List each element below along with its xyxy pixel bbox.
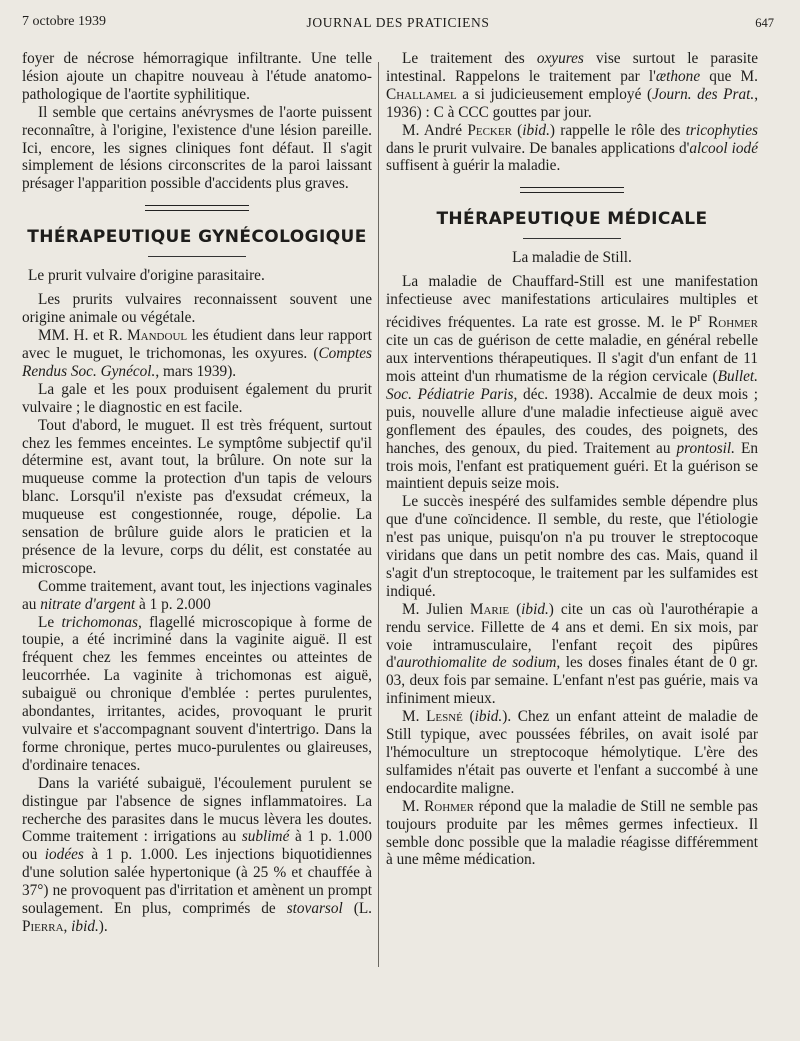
citation: Bullet. Soc. Pédiatrie Paris,	[386, 367, 758, 403]
author-name: Marie	[469, 600, 510, 618]
rule-divider	[523, 238, 621, 239]
paragraph: Tout d'abord, le muguet. Il est très fréquent, surtout chez les femmes enceintes. Le symptôme subjectif qu'il détermine est, avant tout, la brûlure. On note sur la muqueuse comme la protection d'un tapis de velours blanc. Lorsqu'il n'existe pas d'exsudat crémeux, la muqueuse est congestionnée, rouge, dépolie. La sensation de brûlure guide alors le praticien et la présence de la levure, corps du délit, est constatée au microscope.	[22, 416, 372, 577]
author-name: Pecker	[467, 121, 512, 139]
column-divider	[378, 62, 379, 967]
author-name: Pierra	[22, 917, 64, 935]
paragraph: M. Rohmer répond que la maladie de Still ne semble pas toujours produite par les mêmes germes infectieux. Il semble donc possible que la maladie réagisse différemment à une même médication.	[386, 797, 758, 869]
author-name: Rohmer	[424, 797, 475, 815]
paragraph: La gale et les poux produisent également du prurit vulvaire ; le diagnostic en est facile.	[22, 380, 372, 416]
paragraph: Il semble que certains anévrysmes de l'aorte puissent reconnaître, à l'origine, l'existence d'une lésion pareille. Ici, encore, les signes cliniques font défaut. Il s'agit simplement de lésions circonscrites de la paroi laissant présager l'apparition possible d'accidents plus graves.	[22, 103, 372, 193]
author-name: Rohmer	[708, 314, 758, 332]
page-header	[22, 10, 774, 32]
double-rule-divider	[520, 187, 624, 193]
issue-date: 7 octobre 1939	[22, 14, 106, 29]
paragraph: Dans la variété subaiguë, l'écoulement purulent se distingue par l'absence de signes inflammatoires. La recherche des parasites dans le mucus lèvera les doutes. Comme traitement : irrigations au sublimé à 1 p. 1.000 ou iodées à 1 p. 1.000. Les injections biquotidiennes d'une solution salée hypertonique (à 25 % et chauffée à 37°) ne provoquent pas d'irritation et amènent un prompt soulagement. En plus, comprimés de stovarsol (L. Pierra, ibid.).	[22, 774, 373, 935]
paragraph: M. Julien Marie (ibid.) cite un cas où l'aurothérapie a rendu service. Fillette de 4 ans et demi. En six mois, par voie intramusculaire, l'enfant reçoit des pipûres d'aurothiomalite de sodium, les doses finales étant de 0 gr. 03, deux fois par semaine. L'enfant n'est pas guérie, mais va infiniment mieux.	[386, 600, 758, 708]
section-title-medicale: THÉRAPEUTIQUE MÉDICALE	[436, 209, 708, 230]
paragraph: foyer de nécrose hémorragique infiltrante. Une telle lésion ajoute un chapitre nouveau à l'étude anatomo-pathologique de l'aortite syphilitique.	[22, 50, 372, 103]
journal-title: JOURNAL DES PRATICIENS	[306, 15, 490, 30]
author-name: Challamel	[386, 85, 457, 103]
paragraph: M. Lesné (ibid.). Chez un enfant atteint de maladie de Still typique, avec poussées fébriles, on avait isolé par l'hémoculture un streptocoque hémolytique. L'ère des sulfamides n'était pas ouverte et l'enfant a succombé à une endocardite maligne.	[386, 708, 759, 797]
left-column	[22, 50, 372, 936]
citation: Journ. des Prat.	[652, 85, 755, 103]
paragraph: MM. H. et R. Mandoul les étudient dans leur rapport avec le muguet, le trichomonas, les oxyures. (Comptes Rendus Soc. Gynécol., mars 1939).	[22, 327, 372, 380]
paragraph: M. André Pecker (ibid.) rappelle le rôle des tricophyties dans le prurit vulvaire. De banales applications d'alcool iodé suffisent à guérir la maladie.	[386, 121, 759, 175]
article-subtitle: Le prurit vulvaire d'origine parasitaire.	[28, 267, 265, 285]
page-number: 647	[755, 16, 774, 30]
paragraph: Le trichomonas, flagellé microscopique à forme de toupie, a été incriminé dans la vaginite aiguë. Il est fréquent chez les femmes enceintes ou atteintes de leucorrhée. La vaginite à trichomonas est aiguë, subaiguë ou chronique d'emblée : pertes purulentes, abondantes, irritantes, acides, provoquant le prurit vulvaire et s'accompagnant souvent d'intertrigo. Dans la forme chronique, pertes muco-purulentes ou glaireuses, d'ordinaire tenaces.	[22, 613, 372, 774]
author-name: Lesné	[426, 708, 463, 726]
section-title-gynecologique: THÉRAPEUTIQUE GYNÉCOLOGIQUE	[27, 227, 367, 248]
article-subtitle: La maladie de Still.	[512, 249, 632, 267]
author-name: Mandoul	[127, 327, 188, 345]
paragraph: La maladie de Chauffard-Still est une manifestation infectieuse avec manifestations articulaires multiples et récidives fréquentes. La rate est grosse. M. le $P^r$ Rohmer cite un cas de guérison de cette maladie, en général rebelle aux interventions thérapeutiques. Il s'agit d'un enfant de 11 mois atteint d'un rhumatisme de la région cervicale (Bullet. Soc. Pédiatrie Paris, déc. 1938). Accalmie de deux mois ; puis, nouvelle allure d'une maladie infectieuse aiguë avec gonflement des épaules, des coudes, des poignets, des hanches, des genoux, du pied. Traitement au prontosil. En trois mois, l'enfant est pratiquement guéri. Et la guérison se maintient depuis seize mois.	[386, 273, 758, 493]
rule-divider	[148, 256, 246, 257]
citation: Comptes Rendus Soc. Gynécol.	[22, 344, 372, 380]
paragraph: Le succès inespéré des sulfamides semble dépendre plus que d'une coïncidence. Il semble, du reste, que l'étiologie n'est pas unique, puisqu'on n'a pu trouver le streptocoque viridans que dans un petit nombre des cas. Mais, quand il s'agit d'un streptocoque, le traitement par les sulfamides est indiqué.	[386, 493, 758, 600]
double-rule-divider	[145, 205, 249, 211]
right-column	[386, 50, 758, 869]
paragraph: Les prurits vulvaires reconnaissent souvent une origine animale ou végétale.	[22, 291, 372, 327]
paragraph: Comme traitement, avant tout, les injections vaginales au nitrate d'argent à 1 p. 2.000	[22, 577, 372, 613]
paragraph: Le traitement des oxyures vise surtout le parasite intestinal. Rappelons le traitement par l'æthone que M. Challamel a si judicieusement employé (Journ. des Prat., 1936) : C à CCC gouttes par jour.	[386, 50, 759, 121]
